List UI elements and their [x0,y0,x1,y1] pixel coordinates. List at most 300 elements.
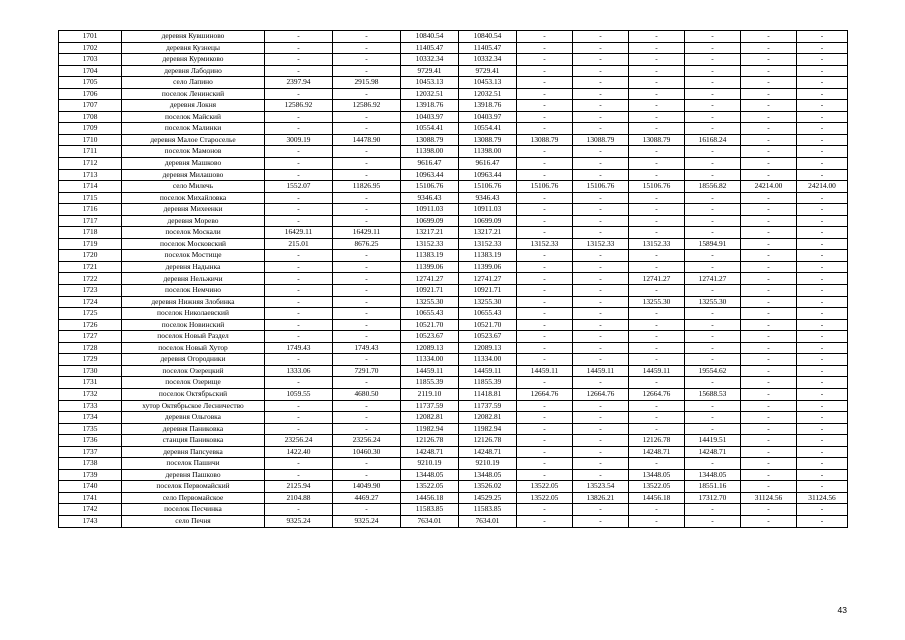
value-cell: - [265,504,333,516]
row-id-cell: 1706 [59,88,122,100]
value-cell: 8676.25 [333,238,401,250]
value-cell: - [797,423,848,435]
value-cell: 1059.55 [265,388,333,400]
value-cell: 14459.11 [629,365,685,377]
value-cell: 13522.05 [517,481,573,493]
settlement-name-cell: деревня Нельжичи [122,273,265,285]
table-row [59,435,848,447]
value-cell: - [685,215,741,227]
row-id-cell: 1732 [59,388,122,400]
value-cell: - [685,331,741,343]
value-cell: 9325.24 [265,515,333,527]
row-id-cell: 1718 [59,227,122,239]
value-cell: - [573,227,629,239]
value-cell: 11399.06 [459,261,517,273]
settlement-name-cell: поселок Малинки [122,123,265,135]
value-cell: 10699.09 [459,215,517,227]
value-cell: - [629,88,685,100]
value-cell: - [517,342,573,354]
table-row [59,273,848,285]
value-cell: 2915.98 [333,77,401,89]
row-id-cell: 1741 [59,492,122,504]
value-cell: - [573,377,629,389]
value-cell: - [517,446,573,458]
value-cell: - [517,158,573,170]
value-cell: - [265,423,333,435]
value-cell: - [629,169,685,181]
settlement-name-cell: поселок Новый Раздел [122,331,265,343]
value-cell: - [517,296,573,308]
value-cell: - [333,42,401,54]
value-cell: - [517,285,573,297]
value-cell: - [573,204,629,216]
value-cell: - [517,65,573,77]
row-id-cell: 1704 [59,65,122,77]
value-cell: - [333,250,401,262]
value-cell: - [629,215,685,227]
value-cell: - [333,204,401,216]
value-cell: 12586.92 [265,100,333,112]
value-cell: - [797,158,848,170]
row-id-cell: 1742 [59,504,122,516]
value-cell: - [333,158,401,170]
settlement-name-cell: поселок Московский [122,238,265,250]
value-cell: - [741,412,797,424]
value-cell: - [741,123,797,135]
value-cell: 13152.33 [517,238,573,250]
settlement-name-cell: поселок Первомайский [122,481,265,493]
value-cell: - [797,204,848,216]
value-cell: 11737.59 [459,400,517,412]
value-cell: - [741,296,797,308]
settlement-name-cell: деревня Машково [122,158,265,170]
value-cell: - [797,365,848,377]
value-cell: 2104.88 [265,492,333,504]
value-cell: - [797,273,848,285]
value-cell: - [685,308,741,320]
value-cell: - [517,515,573,527]
table-row [59,354,848,366]
value-cell: - [265,354,333,366]
value-cell: - [629,285,685,297]
value-cell: - [797,388,848,400]
value-cell: 12032.51 [459,88,517,100]
value-cell: - [517,111,573,123]
value-cell: - [685,100,741,112]
value-cell: 10840.54 [459,31,517,43]
table-row [59,365,848,377]
value-cell: 10523.67 [459,331,517,343]
value-cell: - [333,88,401,100]
row-id-cell: 1731 [59,377,122,389]
value-cell: - [741,261,797,273]
settlement-name-cell: село Печня [122,515,265,527]
value-cell: 9346.43 [459,192,517,204]
settlement-name-cell: деревня Огородники [122,354,265,366]
value-cell: 10963.44 [401,169,459,181]
row-id-cell: 1740 [59,481,122,493]
value-cell: - [741,377,797,389]
value-cell: - [573,331,629,343]
value-cell: 13522.05 [629,481,685,493]
table-row [59,515,848,527]
value-cell: 1333.06 [265,365,333,377]
value-cell: - [685,42,741,54]
value-cell: - [517,123,573,135]
value-cell: - [333,215,401,227]
value-cell: - [741,469,797,481]
value-cell: 12126.78 [459,435,517,447]
value-cell: - [741,42,797,54]
row-id-cell: 1703 [59,54,122,66]
value-cell: 11399.06 [401,261,459,273]
value-cell: 14459.11 [573,365,629,377]
value-cell: - [333,65,401,77]
settlement-name-cell: деревня Курмиково [122,54,265,66]
value-cell: - [333,319,401,331]
value-cell: 10554.41 [459,123,517,135]
table-row [59,181,848,193]
value-cell: - [629,250,685,262]
value-cell: 13152.33 [573,238,629,250]
value-cell: - [629,123,685,135]
value-cell: 11583.85 [401,504,459,516]
value-cell: - [265,54,333,66]
value-cell: - [741,250,797,262]
value-cell: 11855.39 [459,377,517,389]
table-row [59,342,848,354]
value-cell: - [573,111,629,123]
value-cell: - [629,261,685,273]
value-cell: - [797,123,848,135]
value-cell: - [573,423,629,435]
value-cell: - [741,134,797,146]
value-cell: - [265,250,333,262]
settlement-name-cell: поселок Немчино [122,285,265,297]
value-cell: - [573,469,629,481]
value-cell: - [797,458,848,470]
value-cell: - [741,88,797,100]
row-id-cell: 1721 [59,261,122,273]
value-cell: 2125.94 [265,481,333,493]
value-cell: 10554.41 [401,123,459,135]
value-cell: - [741,354,797,366]
value-cell: 12741.27 [401,273,459,285]
value-cell: 9346.43 [401,192,459,204]
value-cell: 13522.05 [401,481,459,493]
value-cell: - [685,204,741,216]
value-cell: - [517,31,573,43]
row-id-cell: 1722 [59,273,122,285]
settlement-name-cell: деревня Пашково [122,469,265,481]
value-cell: - [685,400,741,412]
value-cell: 14248.71 [401,446,459,458]
value-cell: - [629,31,685,43]
value-cell: - [333,354,401,366]
value-cell: - [685,261,741,273]
value-cell: - [573,54,629,66]
value-cell: 10523.67 [401,331,459,343]
row-id-cell: 1726 [59,319,122,331]
value-cell: - [741,331,797,343]
value-cell: - [629,65,685,77]
value-cell: - [741,423,797,435]
value-cell: - [797,77,848,89]
value-cell: 11334.00 [401,354,459,366]
value-cell: 12089.13 [459,342,517,354]
settlement-name-cell: поселок Майский [122,111,265,123]
value-cell: - [685,515,741,527]
value-cell: - [573,77,629,89]
value-cell: - [741,308,797,320]
value-cell: 9729.41 [459,65,517,77]
table-row [59,250,848,262]
value-cell: - [265,308,333,320]
value-cell: 13448.05 [401,469,459,481]
value-cell: 13217.21 [459,227,517,239]
value-cell: 215.01 [265,238,333,250]
value-cell: 13088.79 [401,134,459,146]
value-cell: - [797,88,848,100]
value-cell: - [333,469,401,481]
value-cell: - [573,65,629,77]
value-cell: - [265,319,333,331]
row-id-cell: 1711 [59,146,122,158]
value-cell: 10521.70 [401,319,459,331]
value-cell: - [265,412,333,424]
value-cell: 13152.33 [629,238,685,250]
value-cell: - [741,388,797,400]
value-cell: - [265,123,333,135]
value-cell: - [797,215,848,227]
value-cell: 11418.81 [459,388,517,400]
value-cell: - [265,65,333,77]
settlement-name-cell: деревня Лабодино [122,65,265,77]
value-cell: 15106.76 [459,181,517,193]
row-id-cell: 1709 [59,123,122,135]
value-cell: - [333,146,401,158]
value-cell: - [573,250,629,262]
value-cell: 9616.47 [401,158,459,170]
table-row [59,458,848,470]
value-cell: - [265,377,333,389]
value-cell: - [629,42,685,54]
table-row [59,331,848,343]
value-cell: - [265,458,333,470]
value-cell: 24214.00 [797,181,848,193]
settlement-name-cell: деревня Кузнецы [122,42,265,54]
value-cell: 10332.34 [459,54,517,66]
value-cell: - [517,169,573,181]
value-cell: 14248.71 [629,446,685,458]
value-cell: - [333,285,401,297]
value-cell: 9325.24 [333,515,401,527]
row-id-cell: 1724 [59,296,122,308]
value-cell: - [573,308,629,320]
value-cell: - [265,204,333,216]
value-cell: 12741.27 [459,273,517,285]
value-cell: - [797,169,848,181]
value-cell: - [333,192,401,204]
value-cell: 10521.70 [459,319,517,331]
table-row [59,169,848,181]
value-cell: - [629,146,685,158]
value-cell: - [685,285,741,297]
value-cell: - [517,146,573,158]
value-cell: 10403.97 [401,111,459,123]
value-cell: - [797,504,848,516]
value-cell: - [517,504,573,516]
settlement-name-cell: поселок Михайловка [122,192,265,204]
table-row [59,238,848,250]
value-cell: - [685,158,741,170]
table-row [59,308,848,320]
settlement-name-cell: поселок Ленинский [122,88,265,100]
value-cell: - [741,31,797,43]
table-row [59,31,848,43]
value-cell: - [517,88,573,100]
value-cell: - [265,146,333,158]
value-cell: - [741,319,797,331]
value-cell: 10921.71 [401,285,459,297]
value-cell: 13217.21 [401,227,459,239]
value-cell: - [573,273,629,285]
value-cell: - [797,146,848,158]
value-cell: - [573,319,629,331]
table-row [59,158,848,170]
value-cell: - [333,423,401,435]
row-id-cell: 1701 [59,31,122,43]
settlement-name-cell: деревня Кувшиново [122,31,265,43]
settlement-name-cell: поселок Николаевский [122,308,265,320]
table-row [59,65,848,77]
value-cell: 13522.05 [517,492,573,504]
value-cell: - [629,504,685,516]
value-cell: 1749.43 [265,342,333,354]
value-cell: 14529.25 [459,492,517,504]
table-row [59,215,848,227]
value-cell: - [741,285,797,297]
value-cell: 14049.90 [333,481,401,493]
row-id-cell: 1712 [59,158,122,170]
row-id-cell: 1729 [59,354,122,366]
value-cell: - [685,146,741,158]
value-cell: - [333,412,401,424]
table-row [59,146,848,158]
value-cell: 10332.34 [401,54,459,66]
value-cell: - [517,400,573,412]
value-cell: 13918.76 [401,100,459,112]
value-cell: 23256.24 [333,435,401,447]
value-cell: - [573,400,629,412]
value-cell: - [265,88,333,100]
table-row [59,469,848,481]
value-cell: 13255.30 [401,296,459,308]
value-cell: 13152.33 [459,238,517,250]
value-cell: - [797,400,848,412]
value-cell: - [333,296,401,308]
value-cell: 14248.71 [685,446,741,458]
value-cell: - [685,423,741,435]
value-cell: - [517,77,573,89]
value-cell: - [685,31,741,43]
value-cell: 14419.51 [685,435,741,447]
value-cell: 12082.81 [459,412,517,424]
value-cell: - [685,111,741,123]
value-cell: 24214.00 [741,181,797,193]
row-id-cell: 1719 [59,238,122,250]
row-id-cell: 1708 [59,111,122,123]
value-cell: - [741,365,797,377]
value-cell: - [797,515,848,527]
value-cell: - [797,42,848,54]
value-cell: - [741,446,797,458]
value-cell: - [517,42,573,54]
value-cell: - [797,481,848,493]
value-cell: 7291.70 [333,365,401,377]
value-cell: - [797,54,848,66]
table-row [59,412,848,424]
value-cell: - [573,158,629,170]
value-cell: - [517,54,573,66]
value-cell: 12126.78 [629,435,685,447]
value-cell: 12664.76 [573,388,629,400]
value-cell: - [629,158,685,170]
value-cell: 10460.30 [333,446,401,458]
table-row [59,377,848,389]
value-cell: 4680.50 [333,388,401,400]
settlement-name-cell: поселок Мамонов [122,146,265,158]
settlement-name-cell: деревня Морево [122,215,265,227]
value-cell: - [517,100,573,112]
value-cell: - [797,308,848,320]
value-cell: 18551.16 [685,481,741,493]
value-cell: - [741,146,797,158]
value-cell: - [629,100,685,112]
value-cell: 15688.53 [685,388,741,400]
value-cell: - [797,331,848,343]
settlement-name-cell: поселок Пашичи [122,458,265,470]
value-cell: - [629,319,685,331]
value-cell: 9729.41 [401,65,459,77]
value-cell: - [685,65,741,77]
value-cell: - [573,515,629,527]
value-cell: - [573,296,629,308]
row-id-cell: 1734 [59,412,122,424]
value-cell: - [629,54,685,66]
value-cell: - [629,204,685,216]
value-cell: 12586.92 [333,100,401,112]
value-cell: 16429.11 [265,227,333,239]
value-cell: 13088.79 [573,134,629,146]
value-cell: 31124.56 [797,492,848,504]
value-cell: 13088.79 [459,134,517,146]
value-cell: - [517,308,573,320]
row-id-cell: 1723 [59,285,122,297]
value-cell: - [797,354,848,366]
table-row [59,192,848,204]
value-cell: - [333,273,401,285]
value-cell: - [517,412,573,424]
value-cell: - [629,111,685,123]
settlement-name-cell: деревня Милашово [122,169,265,181]
value-cell: - [685,169,741,181]
value-cell: 9210.19 [401,458,459,470]
value-cell: 12741.27 [685,273,741,285]
value-cell: 11982.94 [459,423,517,435]
value-cell: 12126.78 [401,435,459,447]
table-row [59,446,848,458]
